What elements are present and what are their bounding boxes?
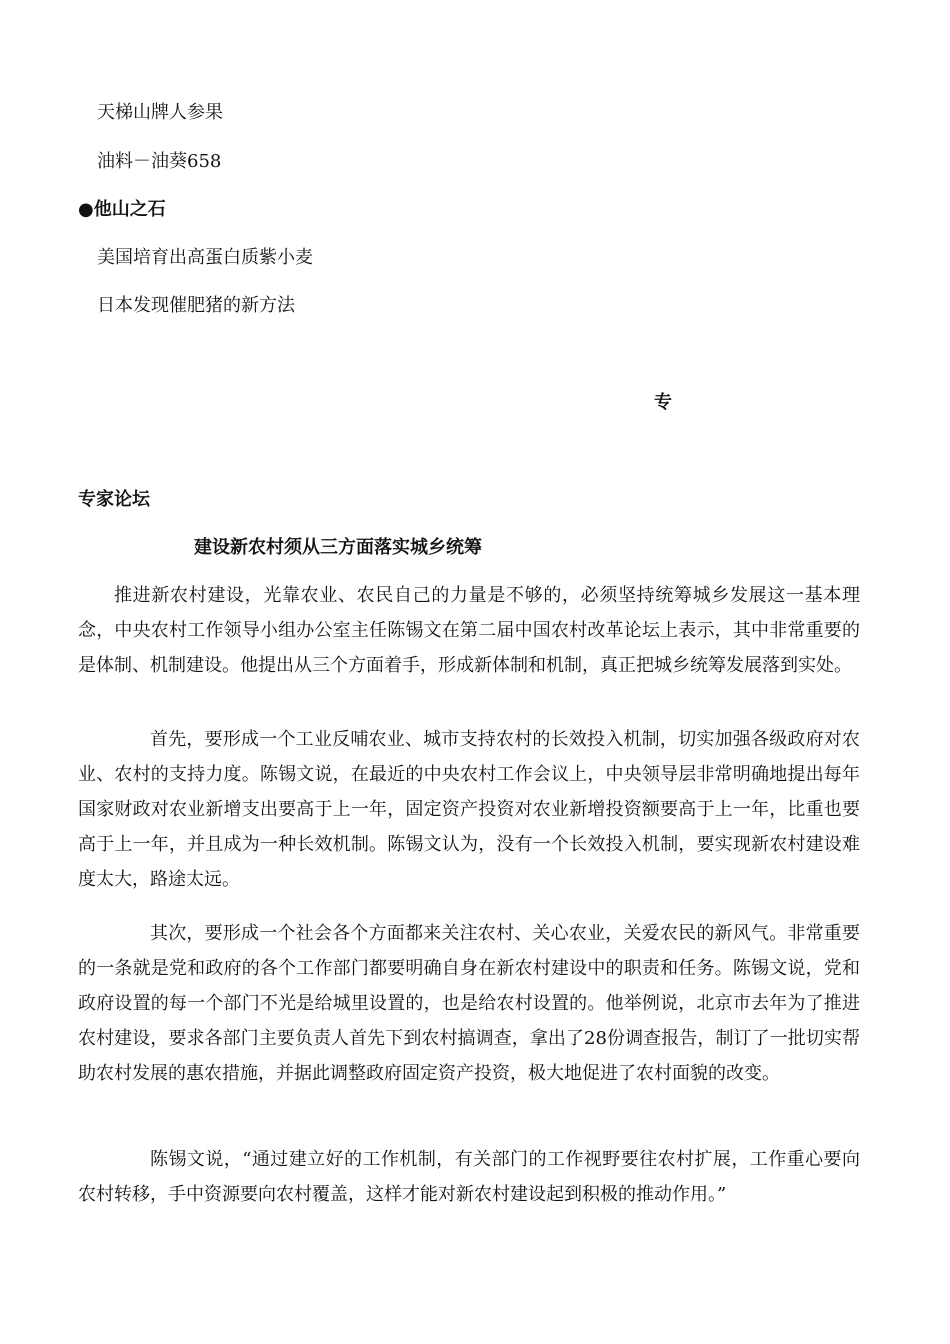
article-paragraph-3: 其次，要形成一个社会各个方面都来关注农村、关心农业，关爱农民的新风气。非常重要的一条就是党和政府的各个工作部门都要明确自身在新农村建设中的职责和任务。陈锡文说，党和政府设置的每一个部门不光是给城里设置的，也是给农村设置的。他举例说，北京市去年为了推进农村建设，要求各部门主要负责人首先下到农村搞调查，拿出了28份调查报告，制订了一批切实帮助农村发展的惠农措施，并据此调整政府固定资产投资，极大地促进了农村面貌的改变。 [78,923,860,1084]
article-paragraph-1: 推进新农村建设，光靠农业、农民自己的力量是不够的，必须坚持统筹城乡发展这一基本理念，中央农村工作领导小组办公室主任陈锡文在第二届中国农村改革论坛上表示，其中非常重要的是体制、机制建设。他提出从三个方面着手，形成新体制和机制，真正把城乡统筹发展落到实处。 [78,585,860,676]
section-heading-foreign: ●他山之石 [78,199,166,220]
article-paragraph-4: 陈锡文说，“通过建立好的工作机制，有关部门的工作视野要往农村扩展，工作重心要向农村转移，手中资源要向农村覆盖，这样才能对新农村建设起到积极的推动作用。” [78,1149,860,1205]
top-list-item-2: 油料－油葵658 [97,151,222,172]
top-list-item-1: 天梯山牌人参果 [97,102,223,123]
fragment-char: 专 [654,392,672,413]
article-paragraph-2: 首先，要形成一个工业反哺农业、城市支持农村的长效投入机制，切实加强各级政府对农业、农村的支持力度。陈锡文说，在最近的中央农村工作会议上，中央领导层非常明确地提出每年国家财政对农业新增支出要高于上一年，固定资产投资对农业新增投资额要高于上一年，比重也要高于上一年，并且成为一种长效机制。陈锡文认为，没有一个长效投入机制，要实现新农村建设难度太大，路途太远。 [78,729,860,890]
section-heading-expert-forum: 专家论坛 [78,489,150,510]
foreign-item-2: 日本发现催肥猪的新方法 [97,295,295,316]
article-title: 建设新农村须从三方面落实城乡统筹 [194,537,482,558]
foreign-item-1: 美国培育出高蛋白质紫小麦 [97,247,313,268]
